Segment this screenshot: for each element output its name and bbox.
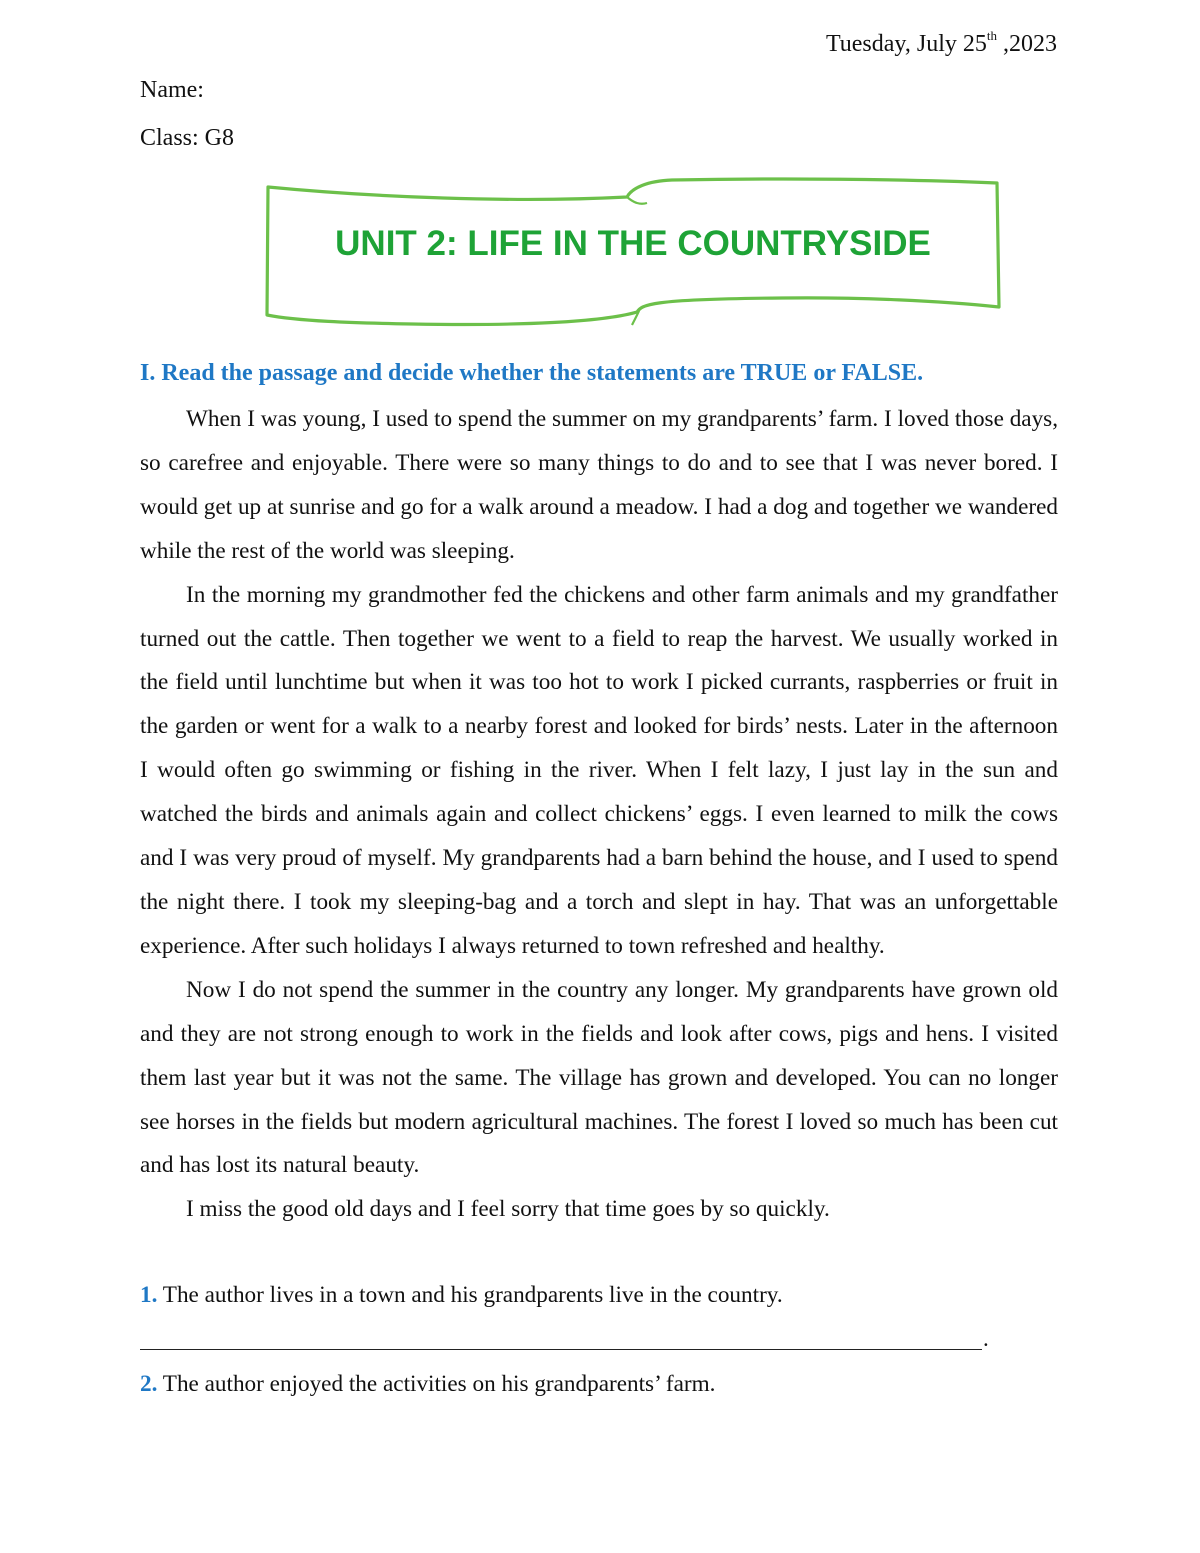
- question-number: 2.: [140, 1371, 158, 1397]
- question-1: [140, 1282, 783, 1309]
- passage-paragraph: Now I do not spend the summer in the country any longer. My grandparents have grown old and they are not strong enough to work in the fields and look after cows, pigs and hens. I visited them last year but it was not the same. The village has grown and developed. You can no longer see horses in the fields but modern agricultural machines. The forest I loved so much has been cut and has lost its natural beauty.: [140, 976, 1058, 1179]
- name-label: Name:: [140, 77, 204, 103]
- answer-line[interactable]: [140, 1349, 982, 1350]
- date-suffix: th: [986, 28, 997, 43]
- date-prefix: Tuesday, July 25: [825, 31, 987, 57]
- unit-title: UNIT 2: LIFE IN THE COUNTRYSIDE: [335, 224, 931, 263]
- class-label: Class: G8: [140, 125, 235, 151]
- question-text: The author lives in a town and his grandparents live in the country.: [162, 1282, 783, 1308]
- passage-paragraph: I miss the good old days and I feel sorry that time goes by so quickly.: [186, 1196, 830, 1223]
- date: [826, 30, 1057, 58]
- reading-passage: [140, 398, 1058, 1232]
- question-2: [140, 1371, 715, 1398]
- section-heading: I. Read the passage and decide whether the statements are TRUE or FALSE.: [140, 360, 924, 386]
- question-number: 1.: [140, 1282, 158, 1308]
- passage-paragraph: When I was young, I used to spend the summer on my grandparents’ farm. I loved those days, so carefree and enjoyable. There were so many things to do and to see that I was never bored. I would get up at sunrise and go for a walk around a meadow. I had a dog and together we wandered while the rest of the world was sleeping.: [140, 406, 1058, 564]
- question-text: The author enjoyed the activities on his grandparents’ farm.: [162, 1371, 716, 1397]
- passage-paragraph: In the morning my grandmother fed the chickens and other farm animals and my grandfather turned out the cattle. Then together we went to a field to reap the harvest. We usually worked in the field until lunchtime but when it was too hot to work I picked currants, raspberries or fruit in the garden or went for a walk to a nearby forest and looked for birds’ nests. Later in the afternoon I would often go swimming or fishing in the river. When I felt lazy, I just lay in the sun and watched the birds and animals again and collect chickens’ eggs. I even learned to milk the cows and I was very proud of myself. My grandparents had a barn behind the house, and I used to spend the night there. I took my sleeping-bag and a torch and slept in hay. That was an unforgettable experience. After such holidays I always returned to town refreshed and healthy.: [140, 581, 1058, 959]
- answer-line-end: .: [983, 1326, 989, 1351]
- date-year: ,2023: [997, 31, 1057, 57]
